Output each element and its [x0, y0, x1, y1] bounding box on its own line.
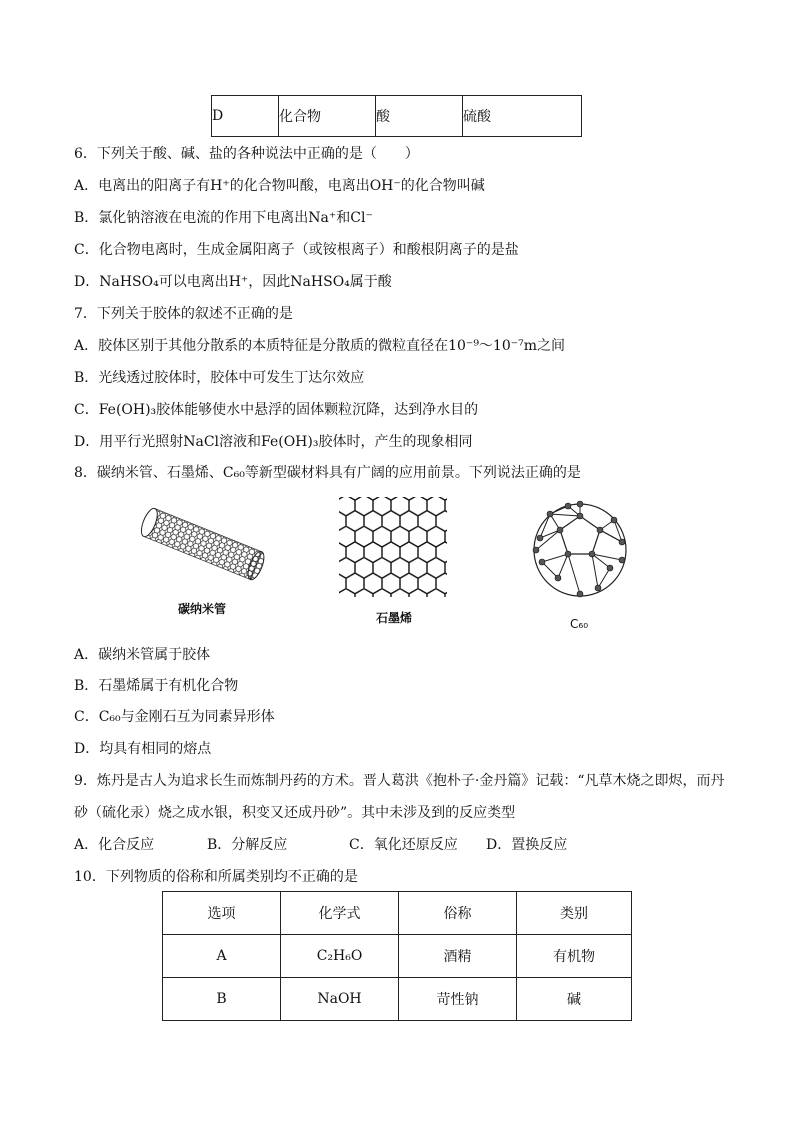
table-header: 选项: [163, 892, 281, 935]
table-header-row: [163, 892, 632, 935]
table-cell: 化合物: [279, 96, 376, 137]
question-9-stem-line1: 9．炼丹是古人为追求长生而炼制丹药的方术。晋人葛洪《抱朴子·金丹篇》记载：“凡草木烧之即烬，而丹: [74, 773, 725, 789]
question-8-stem: 8．碳纳米管、石墨烯、C₆₀等新型碳材料具有广阔的应用前景。下列说法正确的是: [74, 465, 581, 481]
c60-caption: C₆₀: [570, 617, 588, 631]
table-header: 化学式: [281, 892, 399, 935]
question-10-table: [162, 891, 632, 1021]
question-7-option-a: A．胶体区别于其他分散系的本质特征是分散质的微粒直径在10⁻⁹～10⁻⁷m之间: [74, 338, 566, 354]
graphene-caption: 石墨烯: [376, 611, 413, 625]
question-8-option-c: C．C₆₀与金刚石互为同素异形体: [74, 709, 275, 725]
question-8-option-d: D．均具有相同的熔点: [74, 741, 212, 757]
question-6-option-b: B．氯化钠溶液在电流的作用下电离出Na⁺和Cl⁻: [74, 210, 373, 226]
table-cell: 酒精: [399, 935, 517, 978]
question-7-option-c: C．Fe(OH)₃胶体能够使水中悬浮的固体颗粒沉降，达到净水目的: [74, 402, 479, 418]
question-6-option-c: C．化合物电离时，生成金属阳离子（或铵根离子）和酸根阴离子的是盐: [74, 242, 519, 258]
question-9-stem-line2: 砂（硫化汞）烧之成水银，积变又还成丹砂”。其中未涉及到的反应类型: [74, 805, 516, 821]
table-cell: 苛性钠: [399, 978, 517, 1021]
nanotube-caption: 碳纳米管: [178, 602, 227, 616]
question-6-stem: 6．下列关于酸、碱、盐的各种说法中正确的是（ ）: [74, 146, 419, 162]
table-cell: 有机物: [517, 935, 632, 978]
carbon-nanotube-figure: [140, 500, 270, 590]
table-row: [163, 935, 632, 978]
table-cell: 酸: [376, 96, 463, 137]
table-row: [163, 978, 632, 1021]
question-7-option-b: B．光线透过胶体时，胶体中可发生丁达尔效应: [74, 370, 365, 386]
question-8-option-a: A．碳纳米管属于胶体: [74, 647, 211, 663]
table-cell: 硫酸: [463, 96, 582, 137]
question-9-option-a: A．化合反应: [74, 837, 155, 853]
question-7-option-d: D．用平行光照射NaCl溶液和Fe(OH)₃胶体时，产生的现象相同: [74, 434, 473, 450]
table-cell: NaOH: [281, 978, 399, 1021]
graphene-figure: [337, 495, 449, 599]
question-8-option-b: B．石墨烯属于有机化合物: [74, 678, 239, 694]
question-6-option-a: A．电离出的阳离子有H⁺的化合物叫酸，电离出OH⁻的化合物叫碱: [74, 178, 485, 194]
question-7-stem: 7．下列关于胶体的叙述不正确的是: [74, 306, 293, 322]
question-9-option-b: B．分解反应: [207, 837, 288, 853]
table-header: 俗称: [399, 892, 517, 935]
question-9-option-c: C．氧化还原反应: [349, 837, 458, 853]
question-10-stem: 10．下列物质的俗称和所属类别均不正确的是: [74, 869, 358, 885]
table-cell: B: [163, 978, 281, 1021]
table-cell: A: [163, 935, 281, 978]
question-9-option-d: D．置换反应: [486, 837, 568, 853]
table-cell: 碱: [517, 978, 632, 1021]
c60-figure: [528, 498, 632, 602]
top-table: [211, 95, 582, 137]
table-header: 类别: [517, 892, 632, 935]
question-6-option-d: D．NaHSO₄可以电离出H⁺，因此NaHSO₄属于酸: [74, 274, 392, 290]
table-cell: C₂H₆O: [281, 935, 399, 978]
table-cell: D: [212, 96, 279, 137]
